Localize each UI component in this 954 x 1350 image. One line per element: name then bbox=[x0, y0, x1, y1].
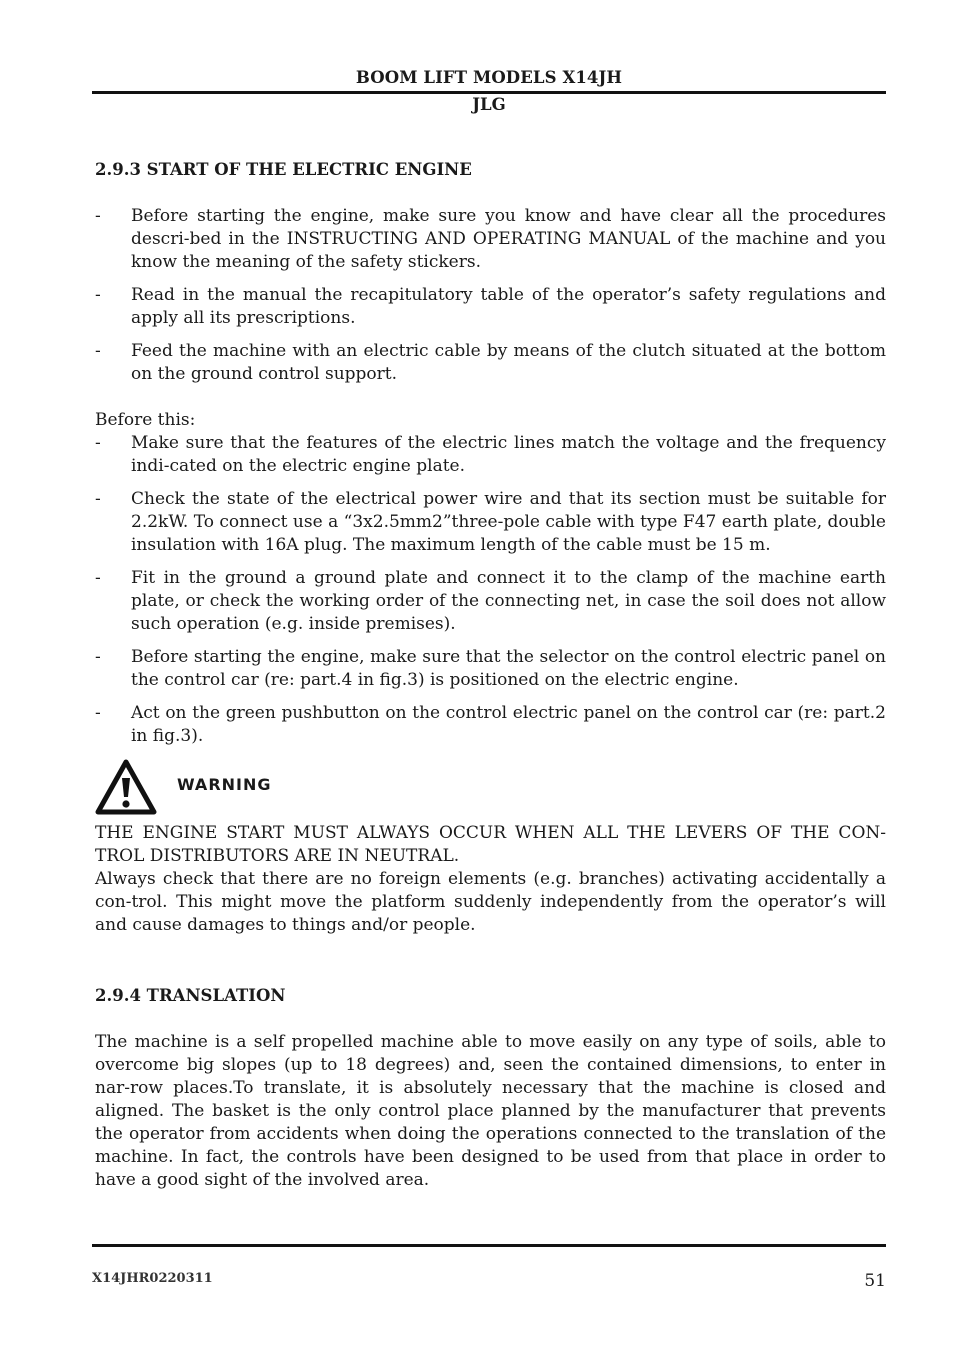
footer-rule bbox=[92, 1244, 886, 1247]
dash: - bbox=[95, 433, 101, 453]
translation-paragraph: The machine is a self propelled machine able to move easily on any type of soils, able to overcome big slopes (up to 18 degrees) and, seen the contained dimensions, to enter in nar-row places.To translate, it is absolutely necessary that the machine is closed and aligned. The basket is the only control place planned by the manufacturer that prevents the operator from accidents when doing the operations connected to the translation of the machine. In fact, the controls have been designed to be used from that place in order to have a good sight of the involved area. bbox=[95, 1032, 886, 1190]
dash: - bbox=[95, 285, 101, 305]
header-subtitle: JLG bbox=[472, 95, 506, 114]
section-heading-2-9-3: 2.9.3 START OF THE ELECTRIC ENGINE bbox=[95, 160, 472, 179]
list-item-text: Before starting the engine, make sure you know and have clear all the procedures descri-bed in the INSTRUCTING AND OPERATING MANUAL of the machine and you know the meaning of the safety stickers. bbox=[131, 206, 886, 272]
list-item bbox=[95, 488, 886, 557]
dash: - bbox=[95, 647, 101, 667]
dash: - bbox=[95, 341, 101, 361]
warning-text-levers: THE ENGINE START MUST ALWAYS OCCUR WHEN ALL THE LEVERS OF THE CON-TROL DISTRIBUTORS ARE IN NEUTRAL. bbox=[95, 823, 886, 866]
dash: - bbox=[95, 568, 101, 588]
list-item bbox=[95, 340, 886, 386]
warning-text-foreign-elements: Always check that there are no foreign elements (e.g. branches) activating accidentally a con-trol. This might move the platform suddenly independently from the operator’s will and cause damages to things and/or people. bbox=[95, 869, 886, 935]
list-item bbox=[95, 432, 886, 478]
page-number: 51 bbox=[864, 1271, 886, 1291]
header-rule bbox=[92, 91, 886, 94]
document-code: X14JHR0220311 bbox=[92, 1271, 213, 1286]
list-item-text: Before starting the engine, make sure that the selector on the control electric panel on the control car (re: part.4 in fig.3) is positioned on the electric engine. bbox=[131, 647, 886, 690]
list-item bbox=[95, 567, 886, 636]
dash: - bbox=[95, 206, 101, 226]
warning-triangle-icon bbox=[95, 759, 157, 815]
page-content bbox=[95, 158, 886, 1192]
list-item-text: Make sure that the features of the electric lines match the voltage and the frequency indi-cated on the electric engine plate. bbox=[131, 433, 886, 476]
header-title: BOOM LIFT MODELS X14JH bbox=[355, 68, 623, 87]
bullet-list-before-this bbox=[95, 432, 886, 748]
dash: - bbox=[95, 703, 101, 723]
list-item-text: Read in the manual the recapitulatory table of the operator’s safety regulations and apply all its prescriptions. bbox=[131, 285, 886, 328]
list-item bbox=[95, 284, 886, 330]
warning-banner bbox=[95, 758, 886, 816]
list-item bbox=[95, 702, 886, 748]
list-item-text: Fit in the ground a ground plate and connect it to the clamp of the machine earth plate, or check the working order of the connecting net, in case the soil does not allow such operation (e.g. inside premises). bbox=[131, 568, 886, 634]
list-item-text: Check the state of the electrical power wire and that its section must be suitable for 2.2kW. To connect use a “3x2.5mm2”three-pole cable with type F47 earth plate, double insulation with 16A plug. The maximum length of the cable must be 15 m. bbox=[131, 489, 886, 555]
list-item bbox=[95, 646, 886, 692]
section-heading-2-9-4: 2.9.4 TRANSLATION bbox=[95, 986, 286, 1005]
before-this-label: Before this: bbox=[95, 410, 196, 430]
list-item bbox=[95, 205, 886, 274]
list-item-text: Act on the green pushbutton on the control electric panel on the control car (re: part.2 in fig.3). bbox=[131, 703, 886, 746]
warning-label: WARNING bbox=[177, 774, 272, 794]
dash: - bbox=[95, 489, 101, 509]
bullet-list-procedures bbox=[95, 205, 886, 386]
list-item-text: Feed the machine with an electric cable by means of the clutch situated at the bottom on the ground control support. bbox=[131, 341, 886, 384]
